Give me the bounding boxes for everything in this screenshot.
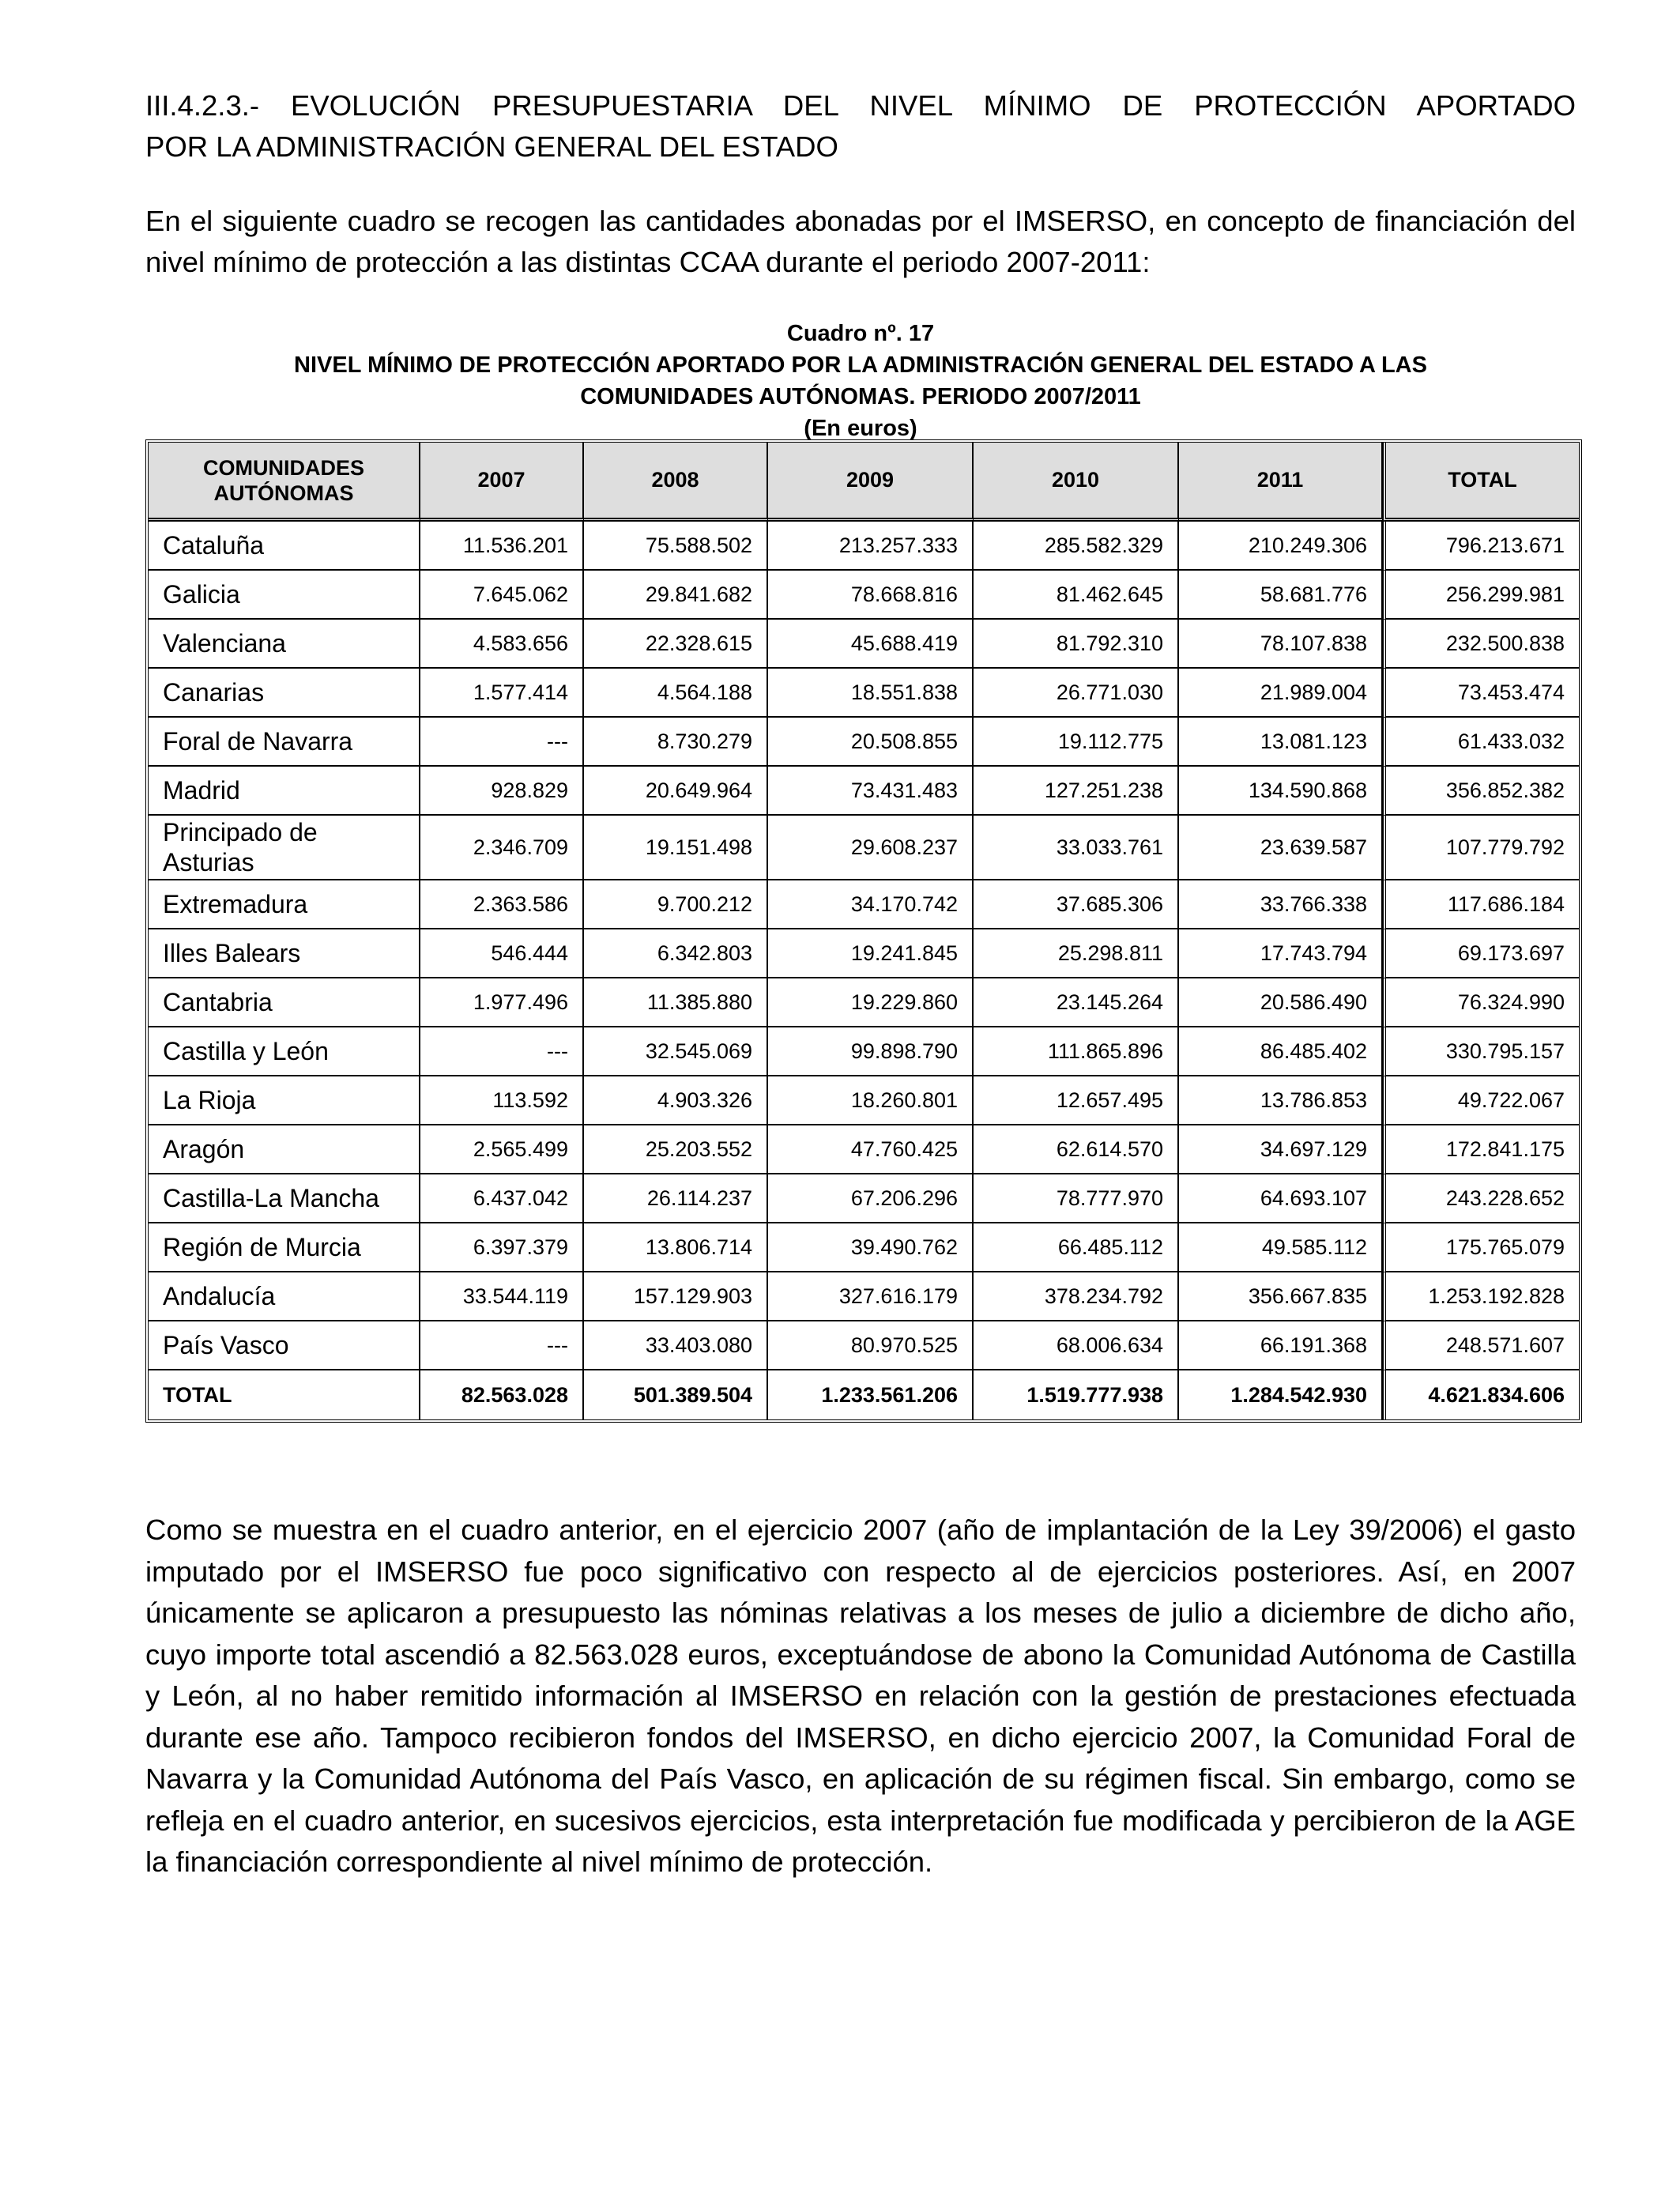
cell-2011: 86.485.402 xyxy=(1179,1027,1383,1076)
cell-2009: 73.431.483 xyxy=(768,767,974,816)
cell-total: 73.453.474 xyxy=(1383,669,1579,718)
cell-2011: 134.590.868 xyxy=(1179,767,1383,816)
cell-2010: 19.112.775 xyxy=(974,718,1179,767)
cell-2009: 29.608.237 xyxy=(768,816,974,880)
cell-2011: 49.585.112 xyxy=(1179,1223,1383,1272)
cell-2011: 64.693.107 xyxy=(1179,1174,1383,1223)
cell-2008: 29.841.682 xyxy=(584,571,768,620)
cell-2011: 356.667.835 xyxy=(1179,1272,1383,1321)
cell-2009: 18.551.838 xyxy=(768,669,974,718)
cell-2010: 25.298.811 xyxy=(974,929,1179,978)
cell-2009: 47.760.425 xyxy=(768,1125,974,1174)
cell-total: 796.213.671 xyxy=(1383,522,1579,571)
row-name: Cantabria xyxy=(149,978,420,1027)
row-name: Valenciana xyxy=(149,620,420,669)
row-name: Castilla y León xyxy=(149,1027,420,1076)
total-row-label: TOTAL xyxy=(149,1370,420,1419)
row-name: Extremadura xyxy=(149,880,420,929)
cell-2010: 12.657.495 xyxy=(974,1076,1179,1125)
cell-2009: 39.490.762 xyxy=(768,1223,974,1272)
table-row xyxy=(149,1027,1579,1076)
cell-2007: --- xyxy=(420,718,584,767)
cell-total: 356.852.382 xyxy=(1383,767,1579,816)
cell-2007: 2.565.499 xyxy=(420,1125,584,1174)
header-2010: 2010 xyxy=(974,443,1179,522)
cell-2010: 68.006.634 xyxy=(974,1321,1179,1370)
row-name: Galicia xyxy=(149,571,420,620)
cell-2010: 62.614.570 xyxy=(974,1125,1179,1174)
table-row xyxy=(149,767,1579,816)
cell-2011: 33.766.338 xyxy=(1179,880,1383,929)
cell-2008: 8.730.279 xyxy=(584,718,768,767)
cell-2009: 213.257.333 xyxy=(768,522,974,571)
section-title xyxy=(145,85,1576,168)
row-name-line1: Principado de xyxy=(163,818,318,846)
header-2008: 2008 xyxy=(584,443,768,522)
cell-2010: 37.685.306 xyxy=(974,880,1179,929)
cell-2009: 99.898.790 xyxy=(768,1027,974,1076)
table-row xyxy=(149,880,1579,929)
caption-title-line2: COMUNIDADES AUTÓNOMAS. PERIODO 2007/2011 xyxy=(580,384,1141,409)
cell-2009: 34.170.742 xyxy=(768,880,974,929)
cell-total: 256.299.981 xyxy=(1383,571,1579,620)
table-row xyxy=(149,522,1579,571)
cell-2011: 13.081.123 xyxy=(1179,718,1383,767)
cell-2010: 378.234.792 xyxy=(974,1272,1179,1321)
cell-2007: 1.577.414 xyxy=(420,669,584,718)
cell-2009: 80.970.525 xyxy=(768,1321,974,1370)
cell-2009: 19.241.845 xyxy=(768,929,974,978)
table-row xyxy=(149,978,1579,1027)
row-name xyxy=(149,816,420,880)
cell-2011: 23.639.587 xyxy=(1179,816,1383,880)
cell-2007: 6.437.042 xyxy=(420,1174,584,1223)
table-row xyxy=(149,1125,1579,1174)
cell-2008: 32.545.069 xyxy=(584,1027,768,1076)
cell-2010: 111.865.896 xyxy=(974,1027,1179,1076)
header-ca-line2: AUTÓNOMAS xyxy=(213,481,354,505)
row-name: La Rioja xyxy=(149,1076,420,1125)
cell-2009: 45.688.419 xyxy=(768,620,974,669)
table-row xyxy=(149,620,1579,669)
total-2008: 501.389.504 xyxy=(584,1370,768,1419)
row-name: País Vasco xyxy=(149,1321,420,1370)
cell-2008: 25.203.552 xyxy=(584,1125,768,1174)
cell-2008: 19.151.498 xyxy=(584,816,768,880)
intro-paragraph: En el siguiente cuadro se recogen las cantidades abonadas por el IMSERSO, en concepto de financiación del nivel mínimo de protección a las distintas CCAA durante el periodo 2007-2011: xyxy=(145,205,1576,278)
cell-2007: 2.363.586 xyxy=(420,880,584,929)
row-name: Castilla-La Mancha xyxy=(149,1174,420,1223)
header-2007: 2007 xyxy=(420,443,584,522)
cell-2011: 13.786.853 xyxy=(1179,1076,1383,1125)
table-row xyxy=(149,1272,1579,1321)
cell-2007: 6.397.379 xyxy=(420,1223,584,1272)
cell-2007: --- xyxy=(420,1027,584,1076)
cell-2011: 21.989.004 xyxy=(1179,669,1383,718)
cell-2008: 11.385.880 xyxy=(584,978,768,1027)
cell-2008: 22.328.615 xyxy=(584,620,768,669)
cell-total: 1.253.192.828 xyxy=(1383,1272,1579,1321)
total-2009: 1.233.561.206 xyxy=(768,1370,974,1419)
cell-total: 107.779.792 xyxy=(1383,816,1579,880)
table-row xyxy=(149,1321,1579,1370)
cell-2007: 928.829 xyxy=(420,767,584,816)
total-2007: 82.563.028 xyxy=(420,1370,584,1419)
cell-total: 248.571.607 xyxy=(1383,1321,1579,1370)
cell-2007: 11.536.201 xyxy=(420,522,584,571)
caption-number: Cuadro nº. 17 xyxy=(786,321,935,346)
row-name: Región de Murcia xyxy=(149,1223,420,1272)
cell-2011: 210.249.306 xyxy=(1179,522,1383,571)
table-row xyxy=(149,571,1579,620)
cell-2008: 157.129.903 xyxy=(584,1272,768,1321)
cell-2010: 78.777.970 xyxy=(974,1174,1179,1223)
cell-2007: 33.544.119 xyxy=(420,1272,584,1321)
caption-title-line1: NIVEL MÍNIMO DE PROTECCIÓN APORTADO POR LA ADMINISTRACIÓN GENERAL DEL ESTADO A LAS xyxy=(294,352,1427,378)
cell-2011: 34.697.129 xyxy=(1179,1125,1383,1174)
cell-2007: 2.346.709 xyxy=(420,816,584,880)
table-row xyxy=(149,929,1579,978)
cell-2007: 546.444 xyxy=(420,929,584,978)
cell-2010: 81.462.645 xyxy=(974,571,1179,620)
cell-2008: 75.588.502 xyxy=(584,522,768,571)
cell-2008: 13.806.714 xyxy=(584,1223,768,1272)
table-row xyxy=(149,1174,1579,1223)
table-row xyxy=(149,718,1579,767)
budget-table xyxy=(145,439,1582,1423)
cell-2008: 4.564.188 xyxy=(584,669,768,718)
table-row xyxy=(149,1223,1579,1272)
cell-2010: 81.792.310 xyxy=(974,620,1179,669)
caption-unit: (En euros) xyxy=(804,416,917,441)
cell-total: 172.841.175 xyxy=(1383,1125,1579,1174)
cell-2008: 4.903.326 xyxy=(584,1076,768,1125)
cell-total: 175.765.079 xyxy=(1383,1223,1579,1272)
cell-2008: 20.649.964 xyxy=(584,767,768,816)
cell-2009: 78.668.816 xyxy=(768,571,974,620)
cell-2009: 327.616.179 xyxy=(768,1272,974,1321)
row-name: Aragón xyxy=(149,1125,420,1174)
cell-2011: 58.681.776 xyxy=(1179,571,1383,620)
total-2011: 1.284.542.930 xyxy=(1179,1370,1383,1419)
header-total: TOTAL xyxy=(1383,443,1579,522)
cell-2011: 78.107.838 xyxy=(1179,620,1383,669)
cell-2010: 26.771.030 xyxy=(974,669,1179,718)
header-comunidades xyxy=(149,443,420,522)
header-2011: 2011 xyxy=(1179,443,1383,522)
row-name: Foral de Navarra xyxy=(149,718,420,767)
cell-2007: 113.592 xyxy=(420,1076,584,1125)
cell-total: 76.324.990 xyxy=(1383,978,1579,1027)
cell-2009: 19.229.860 xyxy=(768,978,974,1027)
cell-2008: 6.342.803 xyxy=(584,929,768,978)
cell-total: 69.173.697 xyxy=(1383,929,1579,978)
cell-2011: 66.191.368 xyxy=(1179,1321,1383,1370)
cell-2009: 18.260.801 xyxy=(768,1076,974,1125)
header-ca-line1: COMUNIDADES xyxy=(202,455,364,480)
row-name: Madrid xyxy=(149,767,420,816)
row-name: Canarias xyxy=(149,669,420,718)
table-row xyxy=(149,1076,1579,1125)
row-name-line2: Asturias xyxy=(163,848,254,876)
cell-total: 117.686.184 xyxy=(1383,880,1579,929)
cell-total: 49.722.067 xyxy=(1383,1076,1579,1125)
table-caption xyxy=(145,318,1576,444)
table-container xyxy=(145,439,1576,1423)
header-2009: 2009 xyxy=(768,443,974,522)
cell-2010: 66.485.112 xyxy=(974,1223,1179,1272)
cell-2010: 23.145.264 xyxy=(974,978,1179,1027)
cell-2011: 20.586.490 xyxy=(1179,978,1383,1027)
row-name: Andalucía xyxy=(149,1272,420,1321)
cell-2007: 1.977.496 xyxy=(420,978,584,1027)
cell-2010: 33.033.761 xyxy=(974,816,1179,880)
table-row xyxy=(149,669,1579,718)
section-title-line1: III.4.2.3.- EVOLUCIÓN PRESUPUESTARIA DEL NIVEL MÍNIMO DE PROTECCIÓN APORTADO xyxy=(145,89,1576,122)
cell-2008: 26.114.237 xyxy=(584,1174,768,1223)
cell-2007: 7.645.062 xyxy=(420,571,584,620)
table-header-row xyxy=(149,443,1579,522)
total-grand: 4.621.834.606 xyxy=(1383,1370,1579,1419)
cell-2010: 285.582.329 xyxy=(974,522,1179,571)
cell-total: 243.228.652 xyxy=(1383,1174,1579,1223)
cell-2009: 67.206.296 xyxy=(768,1174,974,1223)
cell-2007: 4.583.656 xyxy=(420,620,584,669)
section-title-line2: POR LA ADMINISTRACIÓN GENERAL DEL ESTADO xyxy=(145,130,838,163)
cell-total: 232.500.838 xyxy=(1383,620,1579,669)
cell-2010: 127.251.238 xyxy=(974,767,1179,816)
cell-total: 330.795.157 xyxy=(1383,1027,1579,1076)
cell-2009: 20.508.855 xyxy=(768,718,974,767)
cell-2007: --- xyxy=(420,1321,584,1370)
row-name: Illes Balears xyxy=(149,929,420,978)
cell-2011: 17.743.794 xyxy=(1179,929,1383,978)
cell-2008: 33.403.080 xyxy=(584,1321,768,1370)
total-2010: 1.519.777.938 xyxy=(974,1370,1179,1419)
row-name: Cataluña xyxy=(149,522,420,571)
cell-total: 61.433.032 xyxy=(1383,718,1579,767)
cell-2008: 9.700.212 xyxy=(584,880,768,929)
conclusion-paragraph: Como se muestra en el cuadro anterior, en el ejercicio 2007 (año de implantación de la Ley 39/2006) el gasto imputado por el IMSERSO fue poco significativo con respecto al de ejercicios posteriores. Así, en 2007 únicamente se aplicaron a presupuesto las nóminas relativas a los meses de julio a diciembre de dicho año, cuyo importe total ascendió a 82.563.028 euros, exceptuándose de abono la Comunidad Autónoma de Castilla y León, al no haber remitido información al IMSERSO en relación con la gestión de prestaciones efectuada durante ese año. Tampoco recibieron fondos del IMSERSO, en dicho ejercicio 2007, la Comunidad Foral de Navarra y la Comunidad Autónoma del País Vasco, en aplicación de su régimen fiscal. Sin embargo, como se refleja en el cuadro anterior, en sucesivos ejercicios, esta interpretación fue modificada y percibieron de la AGE la financiación correspondiente al nivel mínimo de protección. xyxy=(145,1514,1576,1878)
table-total-row xyxy=(149,1370,1579,1419)
table-row xyxy=(149,816,1579,880)
